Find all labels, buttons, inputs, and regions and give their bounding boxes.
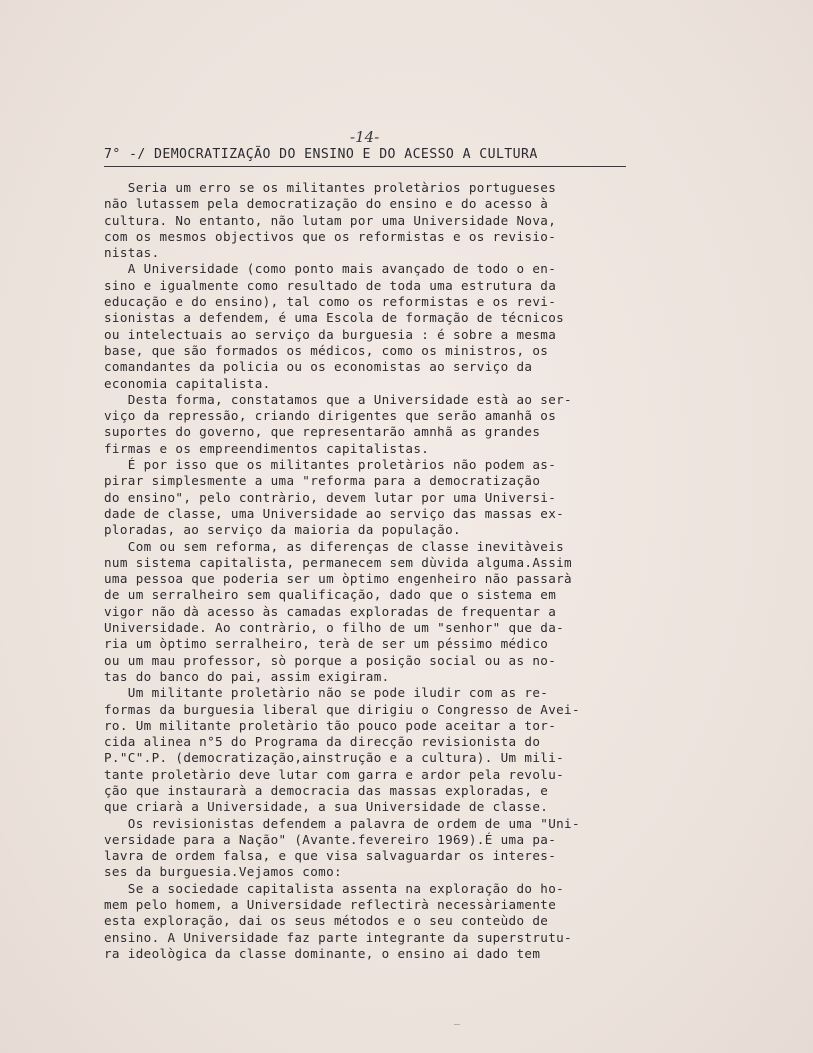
text-line: Universidade. Ao contràrio, o filho de um "senhor" que da- — [104, 620, 565, 636]
text-line: ses da burguesia.Vejamos como: — [104, 864, 342, 880]
text-line: suportes do governo, que representarão amnhã as grandes — [104, 424, 541, 440]
text-line: do ensino", pelo contràrio, devem lutar por uma Universi- — [104, 489, 557, 505]
heading-underline — [104, 166, 626, 167]
text-line: ria um òptimo serralheiro, terà de ser um péssimo médico — [104, 636, 549, 652]
text-line: tas do banco do pai, assim exigiram. — [104, 668, 390, 684]
body-text — [104, 180, 704, 962]
text-line: vigor não dà acesso às camadas exploradas de frequentar a — [104, 603, 557, 619]
text-line: formas da burguesia liberal que dirigiu o Congresso de Avei- — [104, 701, 580, 717]
text-line: ensino. A Universidade faz parte integrante da superstrutu- — [104, 929, 572, 945]
text-line: mem pelo homem, a Universidade reflectirà necessàriamente — [104, 897, 557, 913]
text-line: tante proletàrio deve lutar com garra e ardor pela revolu- — [104, 766, 565, 782]
text-line: ro. Um militante proletàrio tão pouco pode aceitar a tor- — [104, 717, 557, 733]
text-line: esta exploração, dai os seus métodos e o seu conteùdo de — [104, 913, 549, 929]
text-line: P."C".P. (democratização,ainstrução e a cultura). Um mili- — [104, 750, 565, 766]
text-line: pirar simplesmente a uma "reforma para a democratização — [104, 473, 541, 489]
text-line: ou intelectuais ao serviço da burguesia : é sobre a mesma — [104, 326, 557, 342]
text-line: economia capitalista. — [104, 375, 271, 391]
text-line: firmas e os empreendimentos capitalistas. — [104, 440, 430, 456]
text-line: ou um mau professor, sò porque a posição social ou as no- — [104, 652, 557, 668]
text-line: não lutassem pela democratização do ensino e do acesso à — [104, 196, 549, 212]
text-line: sionistas a defendem, é uma Escola de formação de técnicos — [104, 310, 565, 326]
section-heading: 7° -/ DEMOCRATIZAÇÃO DO ENSINO E DO ACESSO A CULTURA — [104, 147, 538, 162]
text-line: num sistema capitalista, permanecem sem dùvida alguma.Assim — [104, 554, 572, 570]
text-line: Os revisionistas defendem a palavra de ordem de uma "Uni- — [104, 815, 580, 831]
text-line: ploradas, ao serviço da maioria da população. — [104, 522, 461, 538]
text-line: cida alinea n°5 do Programa da direcção revisionista do — [104, 734, 541, 750]
paper-mark — [454, 1024, 460, 1025]
text-line: dade de classe, uma Universidade ao serviço das massas ex- — [104, 505, 565, 521]
text-line: cultura. No entanto, não lutam por uma Universidade Nova, — [104, 212, 557, 228]
text-line: base, que são formados os médicos, como os ministros, os — [104, 342, 549, 358]
text-line: uma pessoa que poderia ser um òptimo engenheiro não passarà — [104, 571, 572, 587]
text-line: com os mesmos objectivos que os reformistas e os revisio- — [104, 228, 557, 244]
text-line: comandantes da policia ou os economistas ao serviço da — [104, 359, 533, 375]
text-line: Um militante proletàrio não se pode iludir com as re- — [104, 685, 549, 701]
text-line: lavra de ordem falsa, e que visa salvaguardar os interes- — [104, 848, 557, 864]
page-number: -14- — [350, 128, 380, 146]
text-line: Desta forma, constatamos que a Universidade està ao ser- — [104, 391, 572, 407]
text-line: educação e do ensino), tal como os reformistas e os revi- — [104, 294, 557, 310]
text-line: nistas. — [104, 245, 160, 261]
text-line: Seria um erro se os militantes proletàrios portugueses — [104, 180, 557, 195]
text-line: versidade para a Nação" (Avante.fevereiro 1969).É uma pa- — [104, 831, 557, 847]
text-line: Com ou sem reforma, as diferenças de classe inevitàveis — [104, 538, 565, 554]
text-line: ção que instaurarà a democracia das massas exploradas, e — [104, 782, 549, 798]
text-line: que criarà a Universidade, a sua Universidade de classe. — [104, 799, 549, 815]
text-line: de um serralheiro sem qualificação, dado que o sistema em — [104, 587, 557, 603]
text-line: sino e igualmente como resultado de toda uma estrutura da — [104, 277, 557, 293]
text-line: ra ideològica da classe dominante, o ensino ai dado tem — [104, 945, 541, 961]
text-line: Se a sociedade capitalista assenta na exploração do ho- — [104, 880, 565, 896]
text-line: viço da repressão, criando dirigentes que serão amanhã os — [104, 408, 557, 424]
text-line: A Universidade (como ponto mais avançado de todo o en- — [104, 261, 557, 277]
text-line: É por isso que os militantes proletàrios não podem as- — [104, 457, 557, 473]
